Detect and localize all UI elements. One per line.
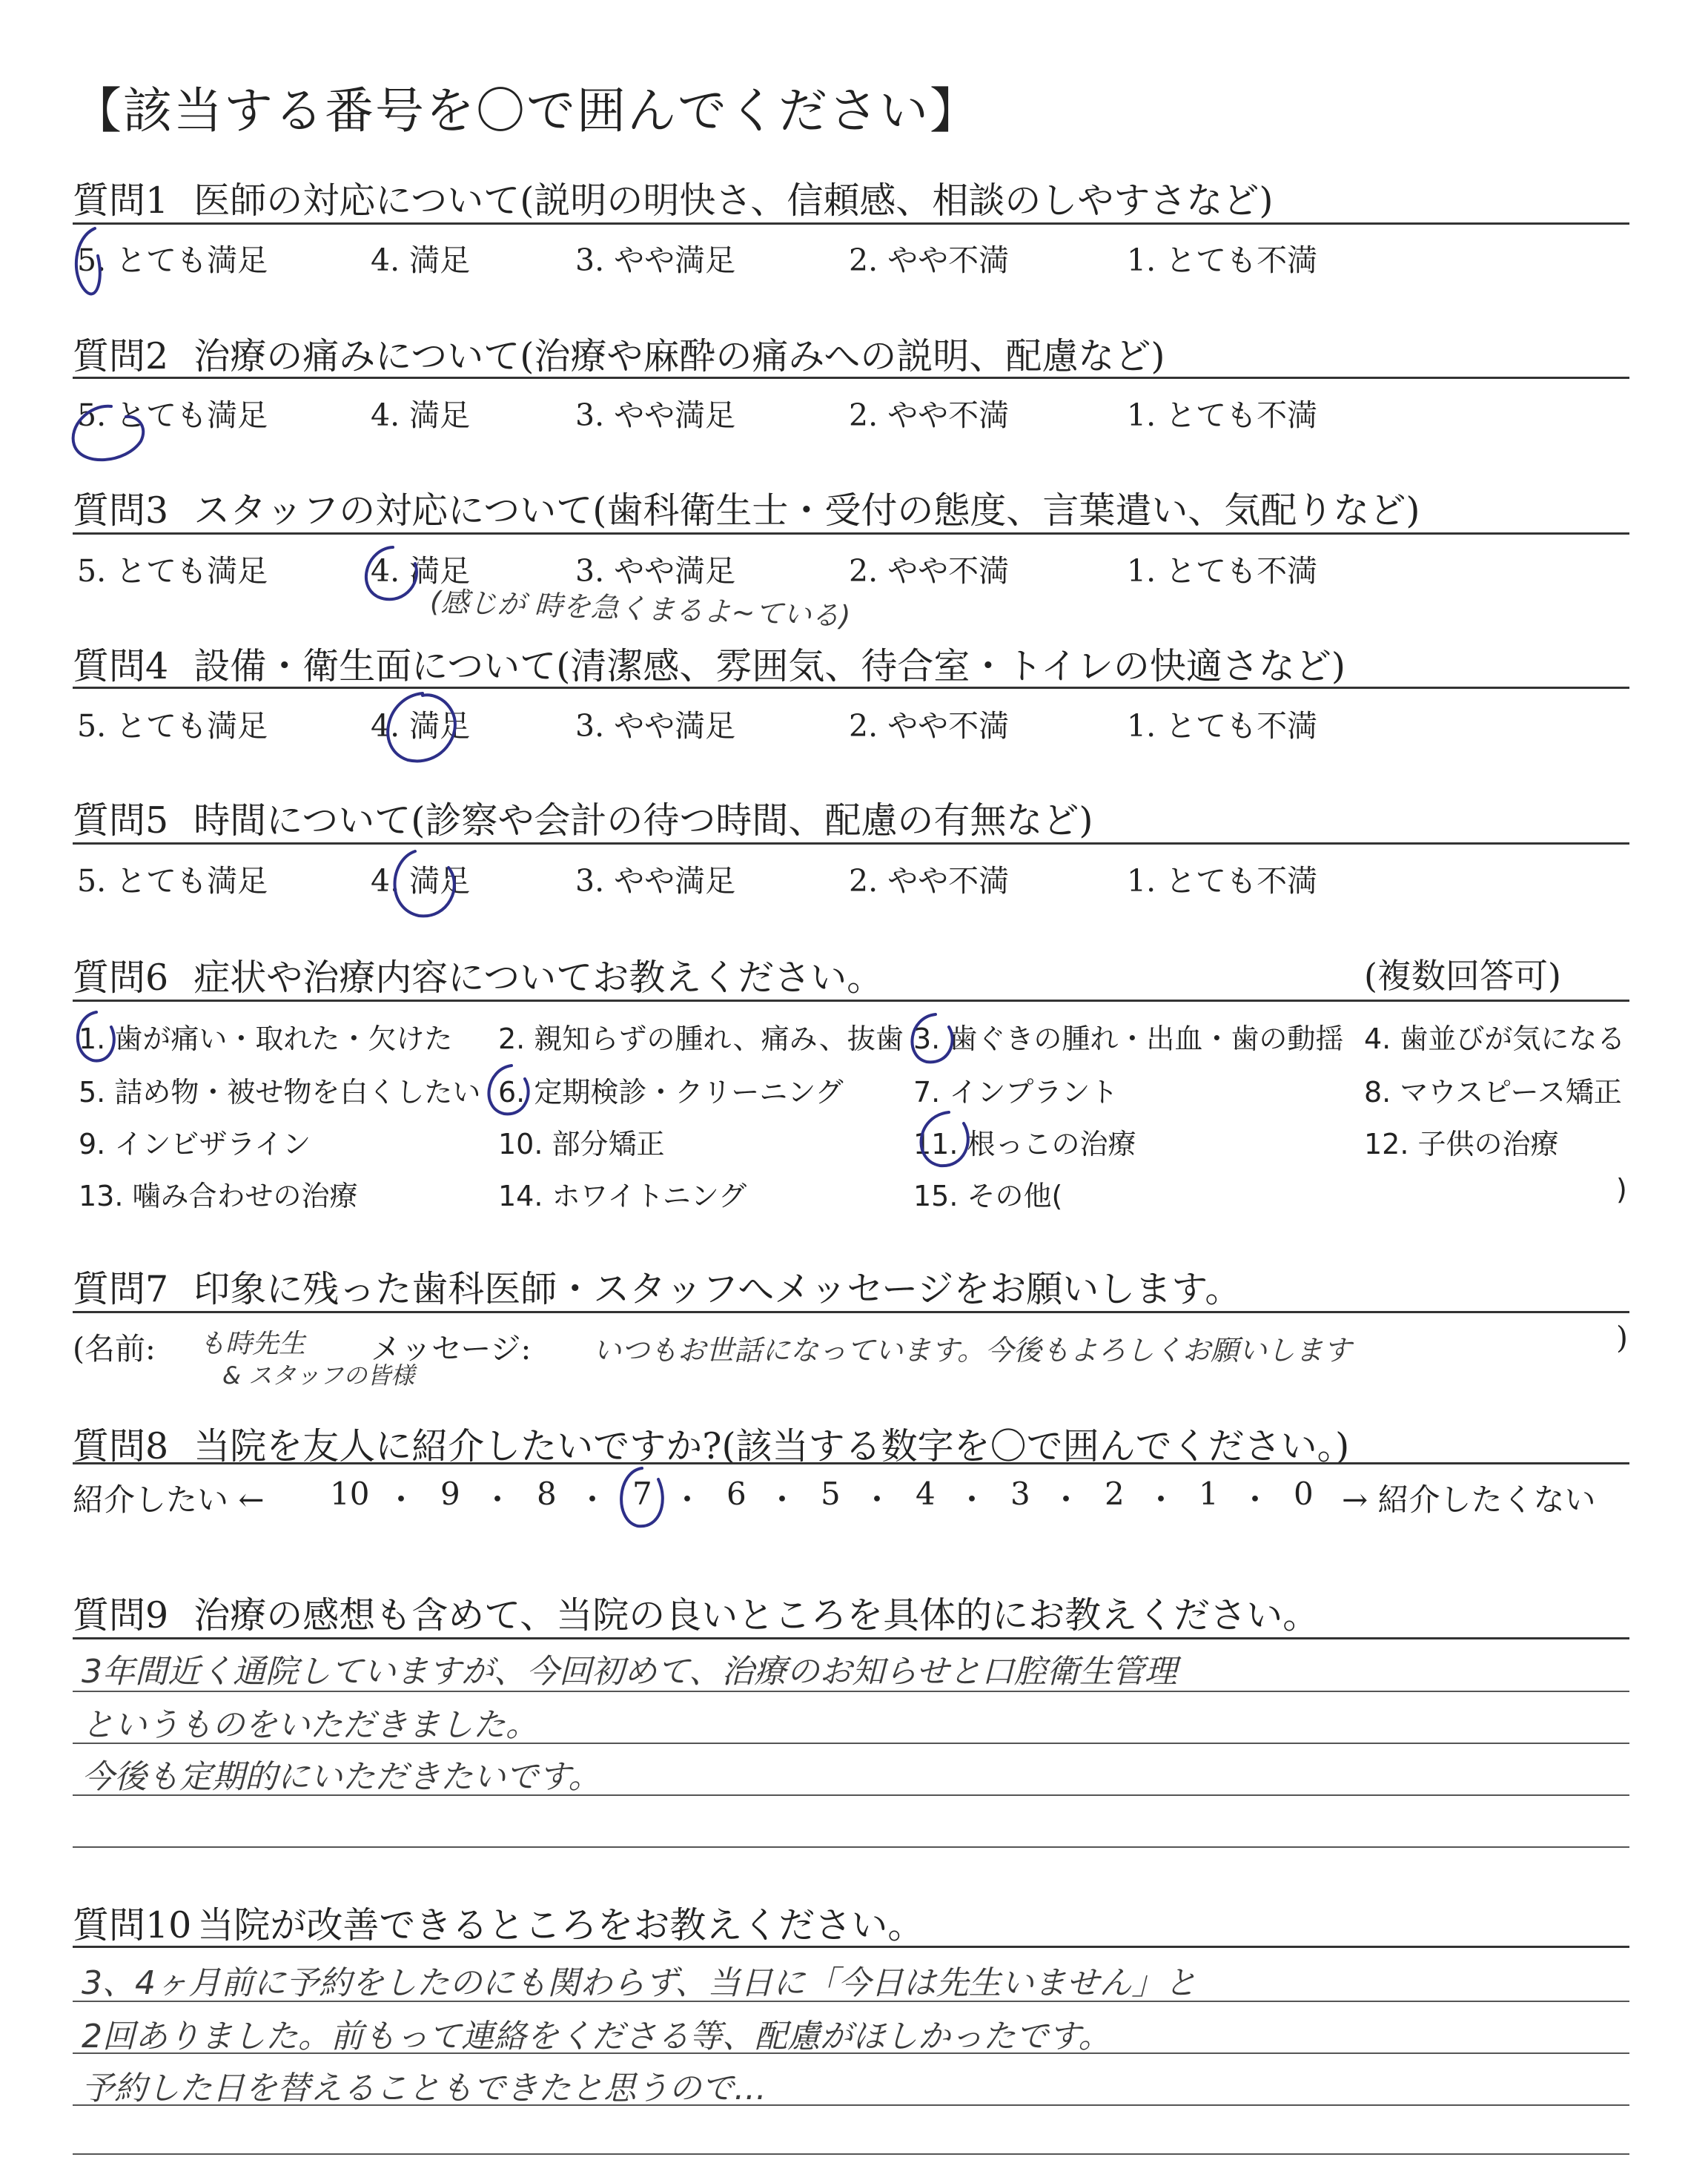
q8-dot: ・ [482,1482,514,1518]
q5-option-3[interactable]: 3. やや満足 [575,863,736,899]
q10-answer-line-3[interactable]: 予約した日を替えることもできたと思うので… [82,2070,767,2107]
question-8-rule [73,1462,1629,1464]
q9-writing-line [73,1846,1629,1848]
question-4-heading [73,638,1345,690]
question-6-heading [73,949,883,1001]
q8-value-7[interactable]: 7 [632,1476,652,1512]
q9-answer-line-1[interactable]: 3年間近く通院していますが、今回初めて、治療のお知らせと口腔衛生管理 [82,1653,1177,1691]
question-7-rule [73,1311,1629,1313]
q8-value-5[interactable]: 5 [821,1476,841,1512]
q8-dot: ・ [1050,1482,1082,1518]
q8-dot: ・ [1239,1482,1271,1518]
q6-option-6[interactable]: 6. 定期検診・クリーニング [498,1076,844,1109]
q6-option-12[interactable]: 12. 子供の治療 [1364,1128,1559,1160]
q8-dot: ・ [385,1482,417,1518]
q6-option-9[interactable]: 9. インビザライン [79,1128,311,1160]
question-5-rule [73,842,1629,845]
q8-dot: ・ [861,1482,893,1518]
q6-option-2[interactable]: 2. 親知らずの腫れ、痛み、抜歯 [498,1023,904,1055]
q8-value-10[interactable]: 10 [330,1476,370,1512]
question-3-rule [73,532,1629,535]
q6-option-15-close: ) [1616,1173,1627,1206]
q3-option-5[interactable]: 5. とても満足 [77,553,268,589]
q6-option-14[interactable]: 14. ホワイトニング [498,1180,747,1212]
question-1-rule [73,222,1629,225]
q8-dot: ・ [577,1482,609,1518]
q8-value-9[interactable]: 9 [440,1476,460,1512]
q6-option-15[interactable]: 15. その他( [913,1180,1063,1212]
q7-message-label: メッセージ: [371,1331,532,1367]
question-6-number: 質問6 [73,957,169,999]
q2-option-2[interactable]: 2. やや不満 [849,397,1010,433]
question-9-rule [73,1637,1629,1639]
q8-value-0[interactable]: 0 [1294,1476,1314,1512]
question-6-rule [73,1000,1629,1002]
question-3-number: 質問3 [73,489,169,532]
q6-option-7[interactable]: 7. インプラント [913,1076,1119,1109]
q8-dot: ・ [1145,1482,1177,1518]
q2-option-3[interactable]: 3. やや満足 [575,397,736,433]
q4-option-1[interactable]: 1. とても不満 [1127,708,1318,744]
question-9-number: 質問9 [73,1594,169,1636]
question-2-heading [73,328,1165,380]
q6-option-5[interactable]: 5. 詰め物・被せ物を白くしたい [79,1076,481,1109]
question-7-number: 質問7 [73,1268,169,1310]
q8-left-label: 紹介したい ← [73,1482,265,1518]
q2-option-4[interactable]: 4. 満足 [371,397,471,433]
question-2-text: 治療の痛みについて(治療や麻酔の痛みへの説明、配慮など) [193,335,1165,377]
q9-answer-line-2[interactable]: というものをいただきました。 [82,1706,538,1744]
q10-writing-line [73,2153,1629,2155]
question-10-number: 質問10 [73,1904,192,1946]
q8-value-8[interactable]: 8 [537,1476,557,1512]
q3-option-1[interactable]: 1. とても不満 [1127,553,1318,589]
q8-dot: ・ [956,1482,988,1518]
form-title: 【該当する番号を〇で囲んでください】 [73,82,980,139]
q4-option-4[interactable]: 4. 満足 [371,708,471,744]
question-2-rule [73,377,1629,379]
q1-option-4[interactable]: 4. 満足 [371,242,471,278]
q5-option-1[interactable]: 1. とても不満 [1127,863,1318,899]
q6-option-1[interactable]: 1. 歯が痛い・取れた・欠けた [79,1023,453,1055]
q4-option-2[interactable]: 2. やや不満 [849,708,1010,744]
question-5-text: 時間について(診察や会計の待つ時間、配慮の有無など) [193,799,1093,842]
question-7-text: 印象に残った歯科医師・スタッフへメッセージをお願いします。 [193,1268,1242,1310]
q6-option-11[interactable]: 11. 根っこの治療 [913,1128,1136,1160]
q5-option-4[interactable]: 4. 満足 [371,863,471,899]
q7-name-label: (名前: [73,1331,156,1367]
q1-option-1[interactable]: 1. とても不満 [1127,242,1318,278]
q2-option-1[interactable]: 1. とても不満 [1127,397,1318,433]
q1-option-5[interactable]: 5. とても満足 [77,242,268,278]
q1-option-3[interactable]: 3. やや満足 [575,242,736,278]
q10-answer-line-2[interactable]: 2回ありました。前もって連絡をくださる等、配慮がほしかったです。 [82,2018,1111,2055]
q8-value-2[interactable]: 2 [1105,1476,1125,1512]
question-8-text: 当院を友人に紹介したいですか?(該当する数字を〇で囲んでください。) [193,1425,1350,1467]
q5-option-5[interactable]: 5. とても満足 [77,863,268,899]
q8-right-label: → 紹介したくない [1342,1482,1596,1518]
question-10-heading [73,1897,924,1949]
q8-dot: ・ [672,1482,704,1518]
q8-value-1[interactable]: 1 [1199,1476,1219,1512]
question-5-number: 質問5 [73,799,169,842]
q4-option-3[interactable]: 3. やや満足 [575,708,736,744]
q4-option-5[interactable]: 5. とても満足 [77,708,268,744]
question-2-number: 質問2 [73,335,169,377]
q8-value-3[interactable]: 3 [1010,1476,1030,1512]
question-10-rule [73,1946,1629,1948]
q2-option-5[interactable]: 5. とても満足 [77,397,268,433]
q9-answer-line-3[interactable]: 今後も定期的にいただきたいです。 [82,1758,601,1796]
question-1-number: 質問1 [73,179,169,222]
q3-handwritten-note: (感じが 時を急くまるよ~ている) [429,585,852,633]
question-4-number: 質問4 [73,645,169,687]
q1-option-2[interactable]: 2. やや不満 [849,242,1010,278]
q8-value-4[interactable]: 4 [916,1476,936,1512]
question-9-heading [73,1587,1319,1639]
q5-option-2[interactable]: 2. やや不満 [849,863,1010,899]
question-9-text: 治療の感想も含めて、当院の良いところを具体的にお教えください。 [193,1594,1320,1636]
q8-value-6[interactable]: 6 [726,1476,747,1512]
q6-option-8[interactable]: 8. マウスピース矯正 [1364,1076,1622,1109]
q6-option-4[interactable]: 4. 歯並びが気になる [1364,1023,1626,1055]
q3-option-3[interactable]: 3. やや満足 [575,553,736,589]
question-5-heading [73,792,1093,844]
q7-name-value-2[interactable]: & スタッフの皆様 [222,1361,415,1390]
q6-option-13[interactable]: 13. 噛み合わせの治療 [79,1180,358,1212]
q3-option-2[interactable]: 2. やや不満 [849,553,1010,589]
q7-name-value[interactable]: も時先生 [199,1329,306,1359]
question-10-text: 当院が改善できるところをお教えください。 [197,1904,924,1946]
q7-close-paren: ) [1616,1320,1628,1355]
question-6-multiple-note: (複数回答可) [1364,956,1561,996]
question-8-number: 質問8 [73,1425,169,1467]
question-4-rule [73,687,1629,689]
question-3-heading [73,482,1420,534]
question-1-text: 医師の対応について(説明の明快さ、信頼感、相談のしやすさなど) [193,179,1274,222]
q6-option-10[interactable]: 10. 部分矯正 [498,1128,665,1160]
q6-option-3[interactable]: 3. 歯ぐきの腫れ・出血・歯の動揺 [913,1023,1344,1055]
question-1-heading [73,172,1273,224]
question-7-heading [73,1261,1241,1312]
q10-answer-line-1[interactable]: 3、4ヶ月前に予約をしたのにも関わらず、当日に「今日は先生いません」と [82,1964,1197,2002]
q3-option-4[interactable]: 4. 満足 [371,553,471,589]
q8-dot: ・ [767,1482,798,1518]
question-4-text: 設備・衛生面について(清潔感、雰囲気、待合室・トイレの快適さなど) [193,645,1345,687]
question-6-text: 症状や治療内容についてお教えください。 [193,957,884,999]
question-3-text: スタッフの対応について(歯科衛生士・受付の態度、言葉遣い、気配りなど) [193,489,1420,532]
q7-message-value[interactable]: いつもお世話になっています。今後もよろしくお願いします [593,1334,1351,1367]
